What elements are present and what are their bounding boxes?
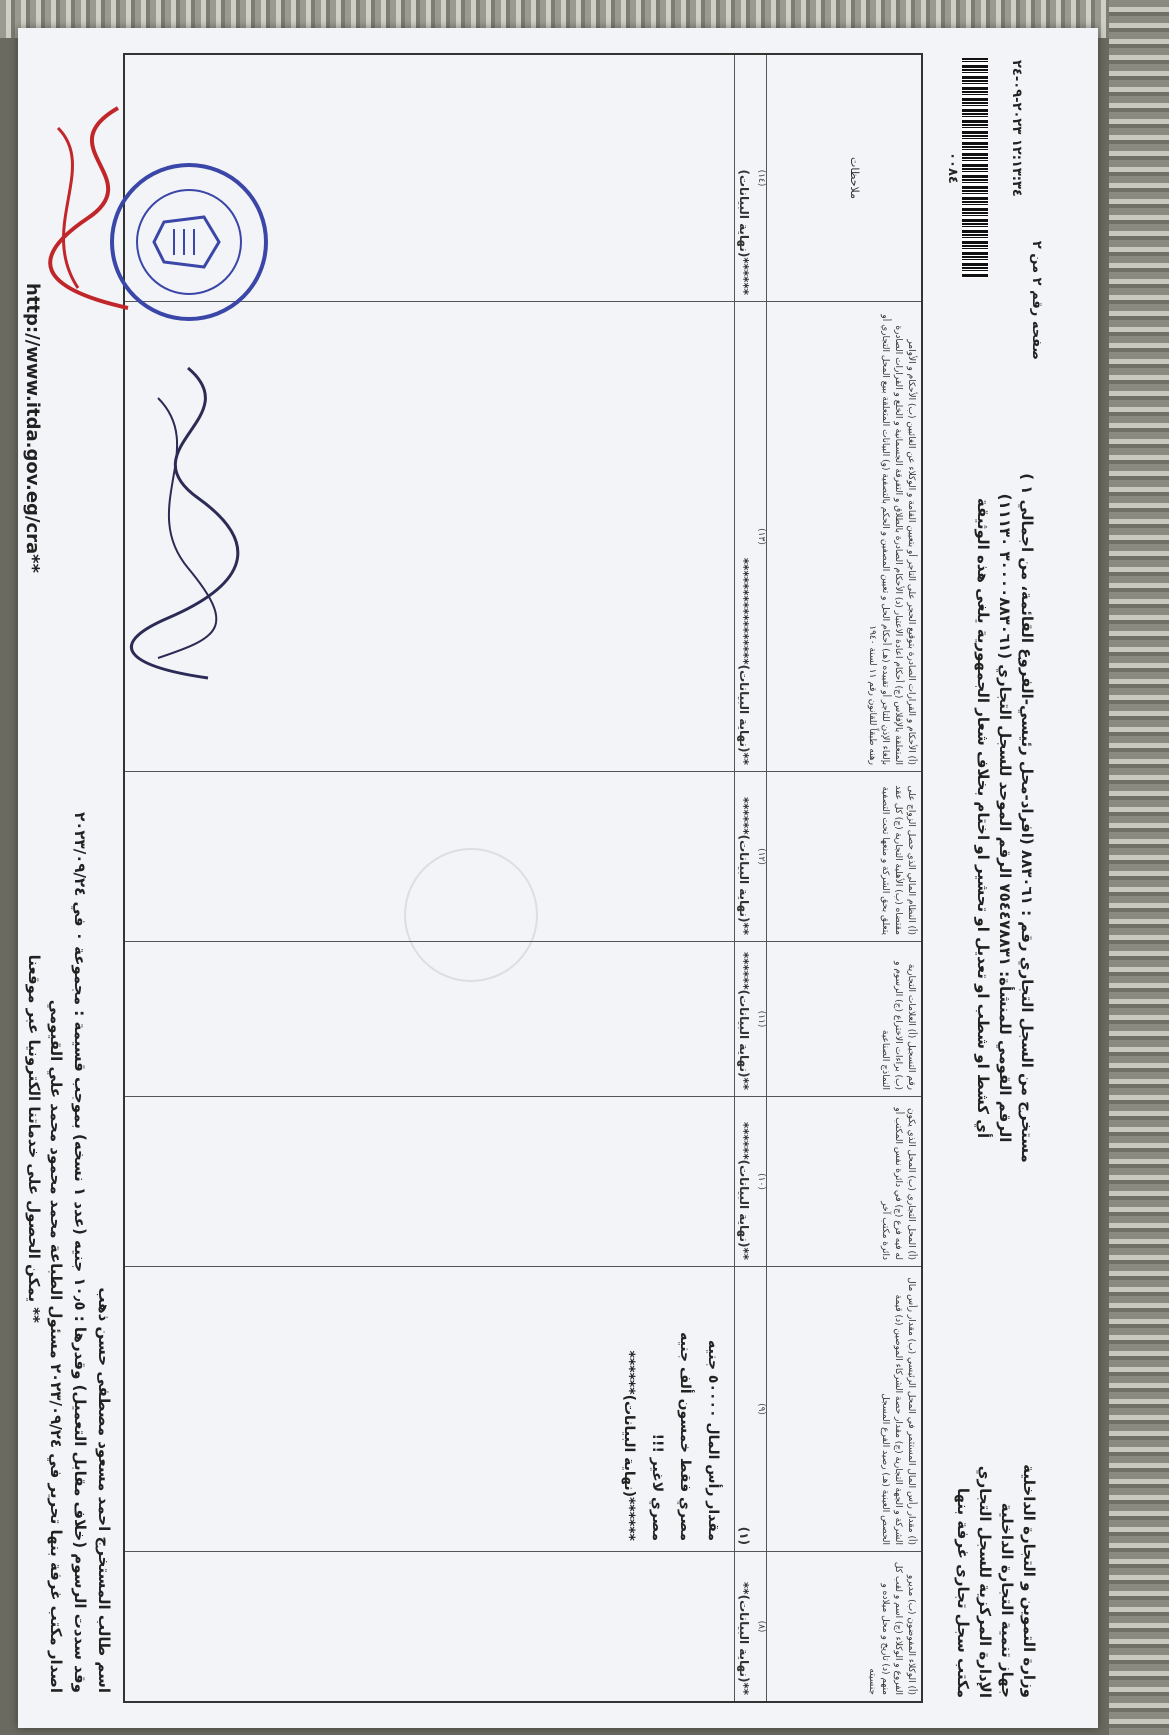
column-header: ملاحظات [766, 55, 921, 301]
website-link[interactable]: http://www.itda.gov.eg/cra** [22, 283, 43, 574]
title-line-2: الرقم القومي للمنشأة: ٧٥٤٤٧٨٨٣١ الرقم الموحد للسجل التجاري (٣٠٠٠٠٨٨٣٠٦١ ١١١٣٠) [996, 493, 1014, 1143]
row-divider [734, 55, 735, 1701]
ministry-name: وزارة التموين و التجارة الداخلية [1020, 1464, 1038, 1698]
signature-red [28, 98, 158, 328]
column-8 [125, 1551, 921, 1701]
column-number: (١٣) [756, 528, 766, 545]
column-number: (١٠) [756, 1173, 766, 1190]
document-page [18, 28, 1098, 1728]
column-header: (أ) المحل التجاري (ب) المحل الذي يكون له فيه فرع (ج) في دائرة نفس المكتب أو دائرة مكتب آخر [766, 1097, 921, 1266]
fees-line: وقد سددت الرسوم (خلاف مقابل التعميل) وقدرها : ١٠٫٥ جنيه (عدد ١ نسخه) بموجب قسيمة : مجموعة ٠ في ٢٠٢٣/٠٩/٢٤ [71, 812, 89, 1693]
capital-line: مقدار رأس المال ٥٠٠٠٠ جنيه [705, 1340, 721, 1541]
column-header: رقم التسجيل (أ) العلامات التجارية (ب) براءات الاختراع (ج) الرسوم و النماذج الصناعية [766, 942, 921, 1096]
column-number: (١١) [756, 1010, 766, 1028]
column-number: (٩) [756, 1403, 766, 1415]
column-number: (١٢) [756, 848, 766, 865]
column-9 [125, 1266, 921, 1551]
rotated-content [18, 28, 1098, 1728]
column-header: (أ) مقدار رأس المال المستثمر في المحل الرئيسي (ب) مقدار رأس مال الشركة و الجهة التجارية (ج) مقدار حصة الشركاء الموصين (د) قيمة الحصص العينية (هـ) رصيد الفرع المسجل [766, 1267, 921, 1551]
online-note: ** يمكن الحصول على خدماتنا الكترونيا عبر موقعنا [25, 954, 43, 1323]
applicant-name: اسم طالب المستخرج احمد مسعود مصطفى حسن ذهب [95, 1287, 113, 1693]
entry-number: (١) [737, 1526, 751, 1545]
end-of-data: **(نهاية البيانات)****** [737, 1121, 751, 1260]
column-header: (أ) النظام المالي الذي حصل الزواج على مقتضاه (ب) الأهلية التجارية (ج) كل عقد يتعلق بحق الشركة و منعها تحت التصفية [766, 772, 921, 941]
capital-line: مصري لاغير !!! [649, 1433, 665, 1541]
end-of-data: **(نهاية البيانات)****** [737, 951, 751, 1090]
end-of-data: **(نهاية البيانات)** [737, 1582, 751, 1695]
barcode-number: ٠٠٨٤ [945, 152, 960, 184]
document-title [972, 368, 1038, 1268]
admin-name: الإدارة المركزية للسجل التجاري [976, 1465, 994, 1698]
end-of-data: **(نهاية البيانات)****** [737, 796, 751, 935]
title-line-1: مستخرج من السجل التجاري رقم : ٨٨٣٠٦١ (افراد-محل رئيسي-الفروع القائمة، من اجمالي ١ ) [1018, 473, 1036, 1163]
carpet-fringe-right [1109, 0, 1169, 1735]
watermark-seal [404, 848, 538, 982]
column-11 [125, 941, 921, 1096]
title-line-3: أي كشط او شطب او تعديل او تحشير او اختام بخلاف شعار الجمهورية يلغى هذه الوثيقة [974, 497, 992, 1139]
column-number: (١٤) [756, 169, 766, 187]
office-name: مكتب سجل تجارى غرفة بنها [954, 1487, 972, 1698]
issue-line: اصدار مكتب غرفة بنها تحرير في ٢٠٢٣/٠٩/٢٤ مسئول الطباعة محمد محمود محمد علي القيومي [47, 999, 65, 1693]
signature-scribble [118, 358, 248, 688]
page-number: صفحه رقم ٢ من ٢ [1029, 240, 1044, 360]
column-header: (أ) الوكلاء المفوضون (ب) مديرو الفروع و الوكلاء (ج) اسم و لقب كل منهم (د) تاريخ و محل ميلاده و جنسيته [766, 1552, 921, 1701]
end-of-data: ******(نهاية البيانات)****** [621, 1350, 637, 1541]
barcode [962, 58, 988, 278]
end-of-data: ******(نهاية البيانات) [737, 169, 751, 295]
column-number: (٨) [756, 1620, 766, 1633]
print-datetime: ١٢:١٣:٣٤ ٢٠٢٣-٠٩-٢٤ [1009, 60, 1024, 197]
ministry-header [952, 1398, 1040, 1698]
end-of-data: **(نهاية البيانات)***************** [737, 557, 751, 765]
capital-line: مصري فقط خمسون ألف جنيه [677, 1332, 693, 1541]
page-number-block [1006, 60, 1046, 360]
column-header: (أ) الأحكام و القرارات الصادرة بتوقيع الحجر على التاجر أو بتعيين القامة و الوكلاء عن الغائبين (ب) الأحكام و الأوامر المتعلقة بالإفلاس (ج) أحكام اعادة الاعتبار (د) الأحكام الصادرة بالطلاق و التفرقة الجسمانية و الخلع و القرارات الصادرة بإلغاء الإذن للتاجر أو تقييده (هـ) أحكام الحل و تعيين المصفين و الحكم بالتصفية (و) البيانات المتعلقة ببيع المحل التجاري أو رهنه طبقاً للقانون رقم ١١ لسنة ١٩٤٠ [766, 302, 921, 771]
capital-entry [609, 1267, 733, 1551]
column-10 [125, 1096, 921, 1266]
agency-name: جهاز تنمية التجارة الداخلية [998, 1502, 1016, 1698]
